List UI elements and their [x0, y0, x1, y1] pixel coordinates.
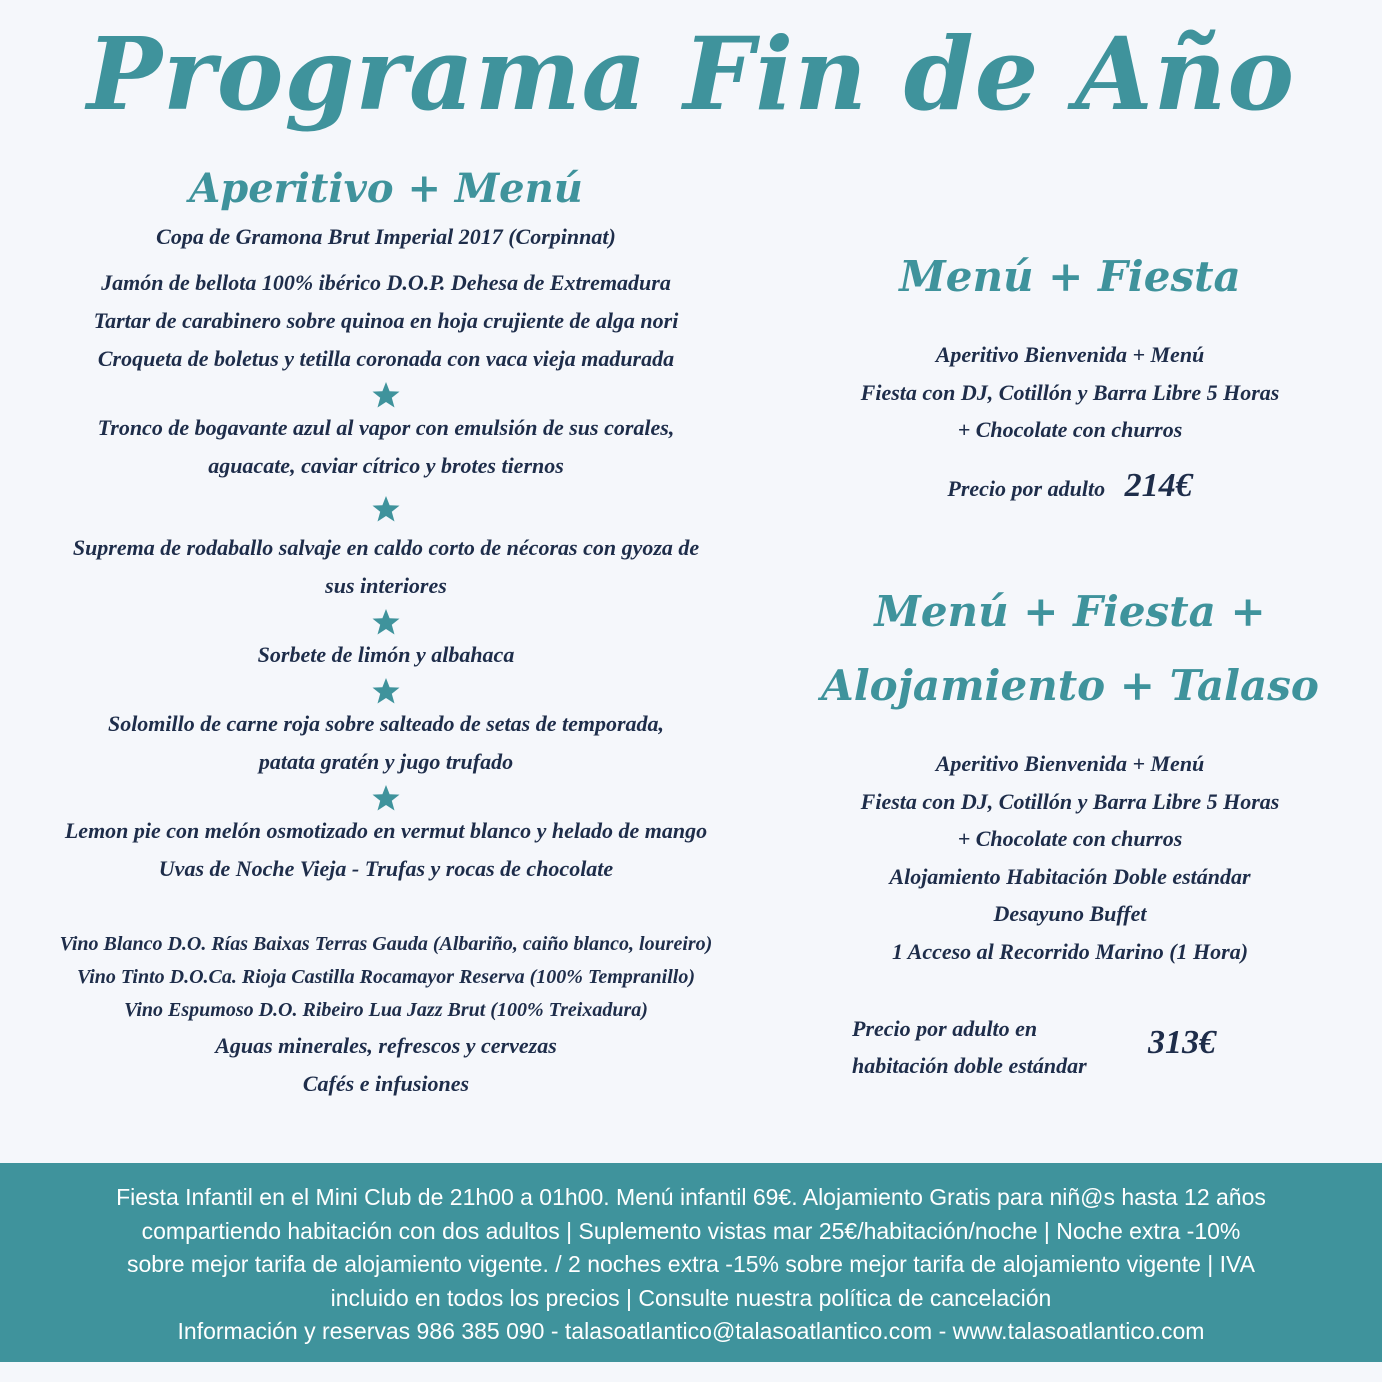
course-item: aguacate, caviar cítrico y brotes tiernos [208, 453, 564, 478]
price-value: 313€ [1148, 1024, 1216, 1061]
package-heading: Alojamiento + Talaso [821, 661, 1319, 710]
course-item: Lemon pie con melón osmotizado en vermut blanco y helado de mango [64, 818, 708, 843]
star-icon [371, 495, 401, 523]
footer-line: Información y reservas 986 385 090 - talasoatlantico@talasoatlantico.com - www.talasoatlantico.com [177, 1318, 1205, 1344]
starter-item: Jamón de bellota 100% ibérico D.O.P. Dehesa de Extremadura [101, 270, 671, 295]
wine-item: Vino Tinto D.O.Ca. Rioja Castilla Rocamayor Reserva (100% Tempranillo) [77, 966, 695, 988]
package-item: Fiesta con DJ, Cotillón y Barra Libre 5 Horas [860, 379, 1280, 405]
footer-line: compartiendo habitación con dos adultos | Suplemento vistas mar 25€/habitación/noche | Noche extra -10% [141, 1217, 1241, 1244]
course-item: patata gratén y jugo trufado [258, 749, 514, 774]
price-label: Precio por adulto en habitación doble estándar [852, 1016, 1087, 1078]
price-value: 214€ [1124, 466, 1193, 504]
course-item: Tronco de bogavante azul al vapor con emulsión de sus corales, [97, 415, 675, 440]
footer-info [0, 1163, 1382, 1362]
drink-item: Aguas minerales, refrescos y cervezas [215, 1033, 557, 1058]
footer-line: Fiesta Infantil en el Mini Club de 21h00 a 01h00. Menú infantil 69€. Alojamiento Gratis para niñ@s hasta 12 años [116, 1184, 1266, 1210]
course-item: Uvas de Noche Vieja - Trufas y rocas de chocolate [158, 856, 614, 881]
price-label: Precio por adulto [947, 475, 1106, 501]
page-title: Programa Fin de Año [86, 15, 1296, 133]
menu-column [0, 160, 772, 1103]
price-row [790, 467, 1350, 505]
package-heading: Menú + Fiesta + [874, 587, 1266, 636]
package-item: Alojamiento Habitación Doble estándar [889, 863, 1251, 889]
star-icon [371, 677, 401, 705]
starter-item: Croqueta de boletus y tetilla coronada con vaca vieja madurada [97, 346, 675, 371]
price-row [790, 1010, 1350, 1086]
menu-heading: Aperitivo + Menú [189, 165, 583, 212]
package-item: Desayuno Buffet [993, 901, 1147, 926]
star-icon [371, 608, 401, 636]
package-item: Aperitivo Bienvenida + Menú [935, 342, 1205, 367]
package-item: Fiesta con DJ, Cotillón y Barra Libre 5 Horas [860, 788, 1280, 814]
wine-item: Vino Espumoso D.O. Ribeiro Lua Jazz Brut (100% Treixadura) [124, 999, 648, 1021]
package-item: + Chocolate con churros [957, 826, 1183, 851]
drink-item: Cafés e infusiones [302, 1071, 470, 1096]
package-full [790, 575, 1350, 1086]
package-heading: Menú + Fiesta [899, 252, 1241, 301]
starter-item: Tartar de carabinero sobre quinoa en hoja crujiente de alga nori [93, 308, 679, 333]
course-item: Suprema de rodaballo salvaje en caldo corto de nécoras con gyoza de [72, 535, 700, 560]
package-item: + Chocolate con churros [957, 417, 1183, 442]
course-item: Solomillo de carne roja sobre salteado de setas de temporada, [107, 711, 665, 736]
footer-line: incluido en todos los precios | Consulte nuestra política de cancelación [330, 1284, 1052, 1311]
star-icon [371, 784, 401, 812]
package-menu-fiesta [790, 240, 1350, 505]
package-item: 1 Acceso al Recorrido Marino (1 Hora) [891, 938, 1249, 964]
course-item: sus interiores [325, 573, 447, 598]
wine-item: Vino Blanco D.O. Rías Baixas Terras Gauda (Albariño, caiño blanco, loureiro) [59, 933, 713, 955]
footer-line: sobre mejor tarifa de alojamiento vigente. / 2 noches extra -15% sobre mejor tarifa de alojamiento vigente | IVA [126, 1251, 1256, 1277]
aperitivo-item: Copa de Gramona Brut Imperial 2017 (Corpinnat) [156, 224, 616, 249]
star-icon [371, 381, 401, 409]
course-item: Sorbete de limón y albahaca [257, 642, 515, 667]
package-item: Aperitivo Bienvenida + Menú [935, 751, 1205, 776]
